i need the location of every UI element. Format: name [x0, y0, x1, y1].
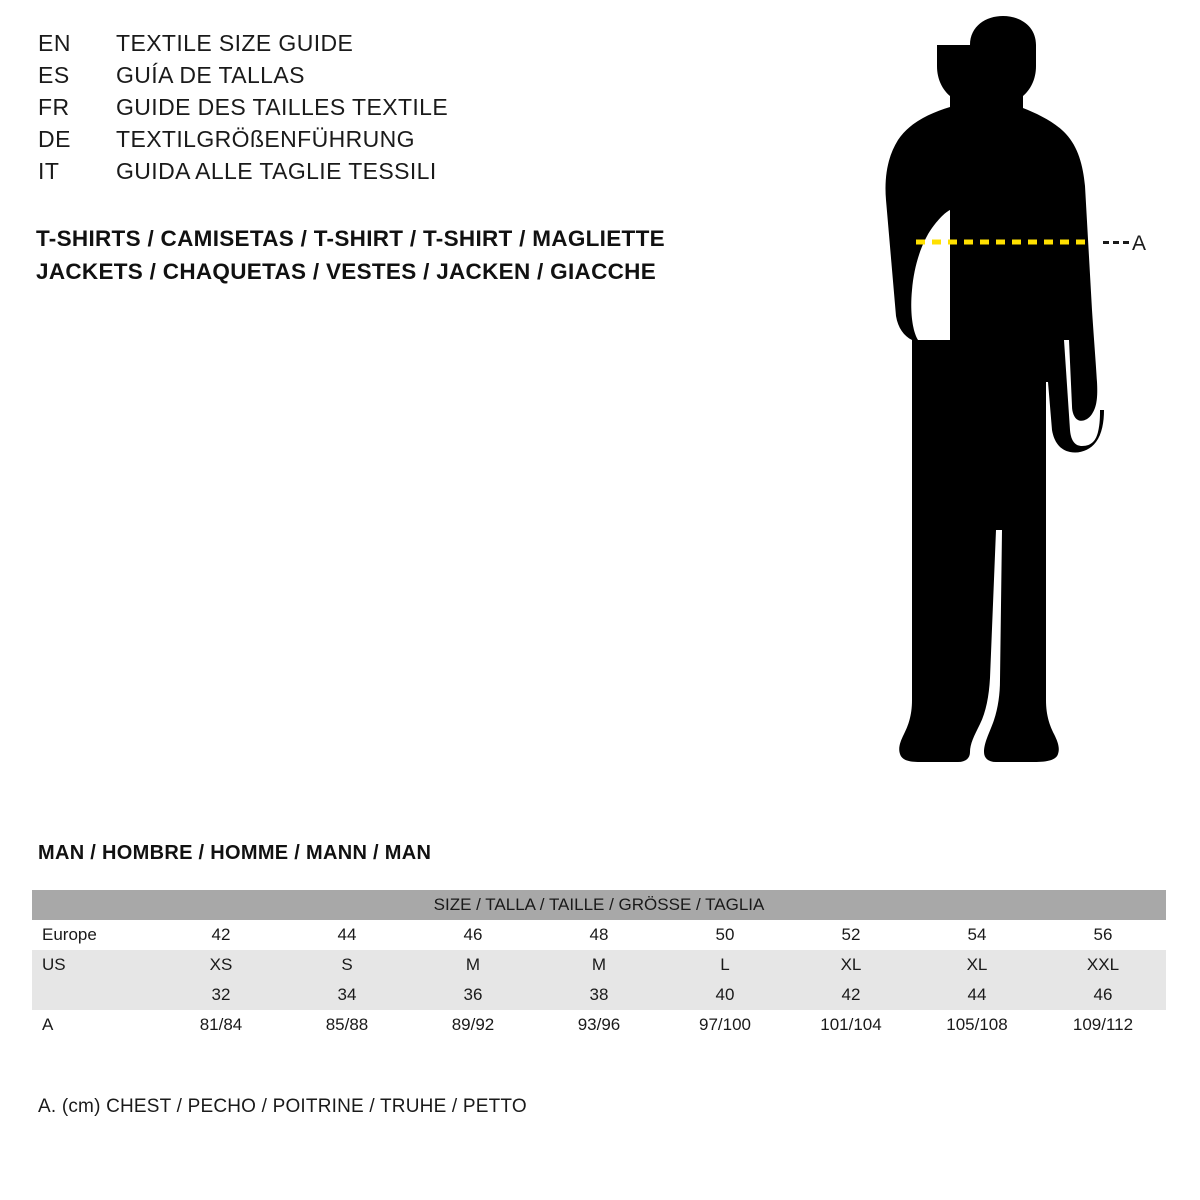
table-cell: S	[341, 955, 353, 974]
table-cell: 54	[967, 925, 987, 944]
language-code: IT	[38, 158, 60, 184]
chest-measure-label: A	[1132, 232, 1147, 255]
language-title: GUIDA ALLE TAGLIE TESSILI	[116, 158, 437, 184]
table-cell: 48	[589, 925, 609, 944]
table-row	[32, 980, 1166, 1010]
language-header-block	[38, 30, 738, 190]
language-title: TEXTILGRÖßENFÜHRUNG	[116, 126, 415, 152]
table-cell: XL	[840, 955, 862, 974]
table-cell: M	[465, 955, 481, 974]
table-header-label: SIZE / TALLA / TAILLE / GRÖSSE / TAGLIA	[433, 895, 765, 914]
language-title: TEXTILE SIZE GUIDE	[116, 30, 354, 56]
chest-measure-leader-icon	[1103, 241, 1129, 244]
table-cell: 52	[841, 925, 861, 944]
table-cell: 42	[211, 925, 231, 944]
table-header-row	[32, 890, 1166, 920]
category-line-tshirts: T-SHIRTS / CAMISETAS / T-SHIRT / T-SHIRT / MAGLIETTE	[36, 226, 665, 251]
table-cell: XS	[209, 955, 233, 974]
table-cell: 44	[967, 985, 987, 1004]
row-label-a: A	[42, 1015, 54, 1034]
language-row	[38, 62, 738, 94]
table-cell: L	[720, 955, 730, 974]
language-row	[38, 126, 738, 158]
table-cell: 34	[337, 985, 357, 1004]
table-cell: 89/92	[451, 1015, 495, 1034]
table-cell: 93/96	[577, 1015, 621, 1034]
table-cell: 38	[589, 985, 609, 1004]
table-cell: 44	[337, 925, 357, 944]
row-label-europe: Europe	[42, 925, 97, 944]
language-title: GUIDE DES TAILLES TEXTILE	[116, 94, 449, 120]
table-cell: 42	[841, 985, 861, 1004]
language-code: FR	[38, 94, 70, 120]
table-cell: 81/84	[199, 1015, 243, 1034]
table-cell: 36	[463, 985, 483, 1004]
language-code: ES	[38, 62, 70, 88]
table-cell: 56	[1093, 925, 1113, 944]
section-title-man: MAN / HOMBRE / HOMME / MANN / MAN	[38, 842, 432, 864]
table-cell: 109/112	[1072, 1015, 1134, 1034]
size-table	[32, 890, 1166, 1040]
language-code: EN	[38, 30, 71, 56]
language-title: GUÍA DE TALLAS	[116, 62, 305, 88]
table-cell: 40	[715, 985, 735, 1004]
category-line-jackets: JACKETS / CHAQUETAS / VESTES / JACKEN / GIACCHE	[36, 259, 657, 284]
table-cell: 50	[715, 925, 735, 944]
table-cell: 101/104	[820, 1015, 882, 1034]
footnote-chest-measurement: A. (cm) CHEST / PECHO / POITRINE / TRUHE / PETTO	[38, 1096, 527, 1117]
table-cell: 85/88	[325, 1015, 369, 1034]
table-cell: 32	[211, 985, 231, 1004]
language-row	[38, 94, 738, 126]
table-row	[32, 1010, 1166, 1040]
row-label-us: US	[42, 955, 66, 974]
figure-area	[820, 10, 1200, 800]
language-row	[38, 30, 738, 62]
table-cell: 46	[463, 925, 483, 944]
table-cell: M	[591, 955, 607, 974]
table-row	[32, 920, 1166, 950]
table-cell: 105/108	[946, 1015, 1008, 1034]
table-cell: 97/100	[699, 1015, 751, 1034]
category-block	[36, 222, 796, 288]
table-cell: XXL	[1086, 955, 1120, 974]
man-silhouette-icon	[820, 10, 1200, 800]
table-cell: XL	[966, 955, 988, 974]
language-code: DE	[38, 126, 71, 152]
language-row	[38, 158, 738, 190]
table-cell: 46	[1093, 985, 1113, 1004]
row-label-blank	[32, 980, 158, 1010]
table-row	[32, 950, 1166, 980]
